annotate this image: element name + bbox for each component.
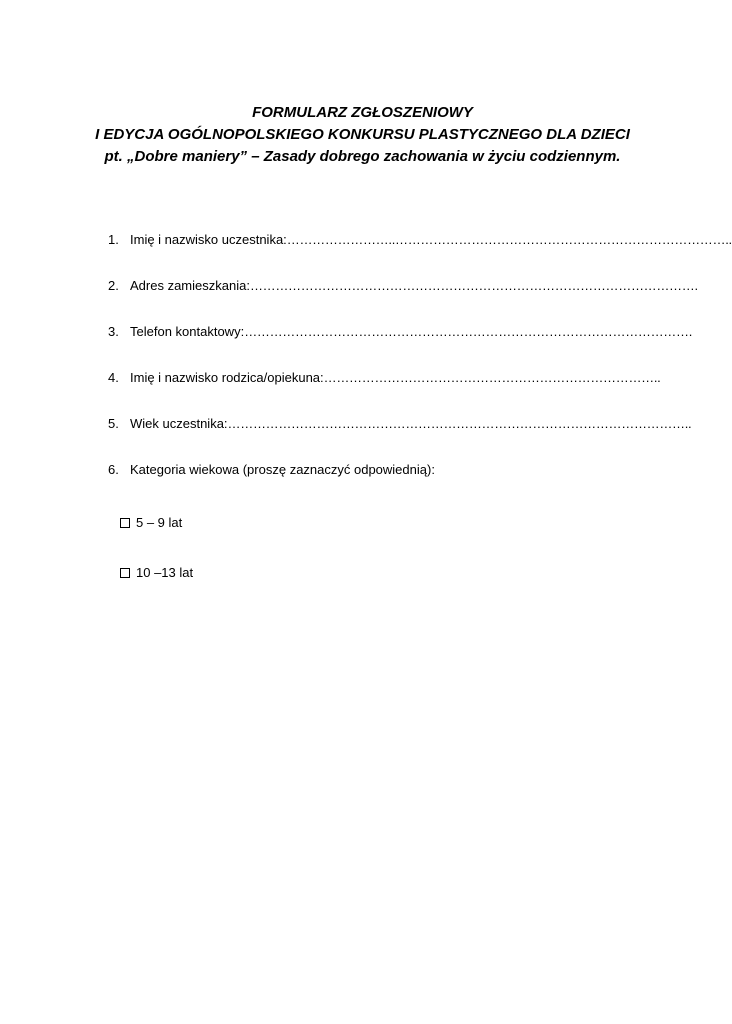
field-number: 5. <box>108 416 119 431</box>
field-number: 3. <box>108 324 119 339</box>
fill-line: ……………………..…………………………………………………………………….. <box>286 232 732 247</box>
form-fields <box>108 230 732 506</box>
field-phone[interactable] <box>108 322 692 342</box>
field-guardian-name[interactable] <box>108 368 661 388</box>
age-option-label: 5 – 9 lat <box>136 515 183 530</box>
field-number: 4. <box>108 370 119 385</box>
field-label: Imię i nazwisko rodzica/opiekuna: <box>130 370 324 385</box>
field-label: Wiek uczestnika: <box>130 416 228 431</box>
field-address[interactable] <box>108 276 698 296</box>
field-participant-age[interactable] <box>108 414 692 434</box>
field-label: Imię i nazwisko uczestnika: <box>130 232 287 247</box>
contest-name: I EDYCJA OGÓLNOPOLSKIEGO KONKURSU PLASTYCZNEGO DLA DZIECI <box>95 126 630 143</box>
field-label: Kategoria wiekowa (proszę zaznaczyć odpowiednią): <box>130 462 435 477</box>
form-header <box>0 102 725 168</box>
field-number: 1. <box>108 232 119 247</box>
checkbox-icon[interactable] <box>120 568 130 578</box>
fill-line: ……………………………………………………………………………………………. <box>249 278 698 293</box>
age-category-options <box>120 513 193 613</box>
fill-line: ……………………………………………………………………………………………. <box>244 324 692 339</box>
field-participant-name[interactable] <box>108 230 732 250</box>
field-label: Adres zamieszkania: <box>130 278 250 293</box>
field-number: 6. <box>108 462 119 477</box>
fill-line: …………………………………………………………………….. <box>323 370 661 385</box>
age-option-10-13[interactable] <box>120 563 193 583</box>
age-option-5-9[interactable] <box>120 513 193 533</box>
checkbox-icon[interactable] <box>120 518 130 528</box>
field-label: Telefon kontaktowy: <box>130 324 245 339</box>
field-number: 2. <box>108 278 119 293</box>
field-age-category <box>108 460 628 480</box>
contest-subtitle: pt. „Dobre maniery” – Zasady dobrego zachowania w życiu codziennym. <box>104 148 621 165</box>
fill-line: ……………………………………………………………………………………………….. <box>227 416 692 431</box>
form-title: FORMULARZ ZGŁOSZENIOWY <box>252 104 473 121</box>
age-option-label: 10 –13 lat <box>136 565 194 580</box>
